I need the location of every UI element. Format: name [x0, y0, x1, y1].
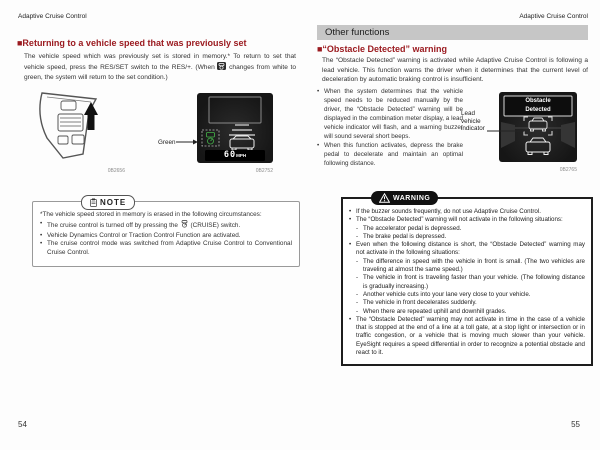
own-vehicle-icon	[526, 138, 550, 155]
warning-item	[349, 225, 585, 233]
warning-item-text: Even when the following distance is short, the “Obstacle Detected” warning may not activate in the following situations:	[356, 241, 585, 257]
speed-value: 60	[223, 150, 237, 160]
display-figure-caption: 0B2752	[255, 168, 273, 174]
warning-item-text: When there are repeated uphill and downhill grades.	[363, 307, 507, 315]
dash-marker: -	[356, 290, 359, 298]
clipboard-icon	[90, 198, 97, 207]
lead-vehicle-icon	[529, 118, 547, 131]
bullet-marker: •	[40, 219, 43, 227]
obstacle-detected-message	[504, 97, 572, 115]
warning-item	[349, 274, 585, 291]
note-bullet	[40, 240, 292, 258]
paragraph-text-after: changes from white to green, the system will return to the set condition.)	[24, 63, 296, 81]
warning-item-text: The “Obstacle Detected” warning may not activate in time in the case of a vehicle that is stopped at the end of a line at a toll gate, at a stop light or intersection or in traffic congestion, or a vehicle that is moving much slower than your vehicle. EyeSight requires a speed differential in order to recognize a potential obstacle and react to it.	[356, 315, 585, 357]
dash-marker: -	[356, 307, 359, 315]
switch-figure-caption: 0B2656	[107, 168, 125, 174]
note-intro: *The vehicle speed stored in memory is erased in the following circumstances:	[40, 211, 262, 218]
obstacle-message-line2: Detected	[525, 107, 551, 113]
up-arrow-icon	[84, 102, 98, 130]
meter-display-left	[197, 93, 273, 163]
green-callout-label: Green	[158, 139, 176, 146]
note-bullet-text-after: (CRUISE) switch.	[190, 221, 241, 229]
bullet-marker: •	[349, 208, 352, 215]
lane-shape-right	[561, 122, 575, 148]
dash-marker: -	[356, 232, 359, 240]
warning-item	[349, 316, 585, 357]
note-bullet	[40, 220, 292, 232]
cruise-switch-icon	[180, 220, 189, 232]
list-item-text: When this function activates, depress the brake pedal to decelerate and maintain an optimal following distance.	[324, 142, 463, 167]
warning-item-text: The vehicle in front decelerates suddenly.	[363, 299, 477, 307]
warning-item-text: The accelerator pedal is depressed.	[363, 224, 462, 232]
returning-paragraph	[24, 52, 296, 83]
running-header-right: Adaptive Cruise Control	[519, 13, 588, 20]
note-bullet-text: The cruise control mode was switched from Adaptive Cruise Control to Conventional Cruise Control.	[47, 240, 292, 257]
warning-item-text: The brake pedal is depressed.	[363, 232, 447, 240]
obstacle-message-line1: Obstacle	[525, 98, 551, 104]
obstacle-bullet-list	[317, 87, 463, 168]
section-bar-other-functions: Other functions	[317, 25, 588, 40]
bullet-marker: •	[40, 231, 43, 239]
list-item	[317, 141, 463, 168]
warning-item-text: The “Obstacle Detected” warning will not activate in the following situations:	[356, 216, 563, 224]
cruise-set-indicator-icon	[217, 62, 226, 74]
section-title-obstacle-warning: ■“Obstacle Detected” warning	[317, 44, 447, 54]
warning-item-text: If the buzzer sounds frequently, do not use Adaptive Cruise Control.	[356, 208, 541, 215]
warning-item	[349, 308, 585, 316]
note-bullet-text-before: The cruise control is turned off by pressing the	[47, 221, 178, 229]
note-badge	[81, 195, 135, 210]
dash-marker: -	[356, 257, 359, 265]
warning-title: WARNING	[393, 194, 431, 202]
warning-box	[341, 194, 593, 366]
warning-item	[349, 299, 585, 307]
note-bullet-text: Vehicle Dynamics Control or Traction Control Function are activated.	[47, 231, 241, 239]
warning-item	[349, 258, 585, 275]
note-box	[32, 198, 300, 267]
warning-item	[349, 233, 585, 241]
warning-item-text: Another vehicle cuts into your lane very close to your vehicle.	[363, 290, 531, 298]
warning-item	[349, 291, 585, 299]
page-number-left: 54	[18, 420, 27, 429]
warning-item-text: The difference in speed with the vehicle in front is small. (The two vehicles are traveling at almost the same speed.)	[363, 257, 585, 274]
section-title-returning: ■Returning to a vehicle speed that was previously set	[17, 38, 247, 48]
dash-marker: -	[356, 299, 359, 307]
lead-vehicle-callout-label: Lead vehicle indicator	[461, 110, 485, 132]
bullet-marker: •	[349, 315, 352, 323]
list-item-text: When the system determines that the vehicle speed needs to be reduced manually by the driver, the “Obstacle Detected” warning will be displayed in the combination meter display, a lead vehicle indicator will flash, and a warning buzzer will sound several short beeps.	[324, 88, 463, 140]
lead-car-icon	[230, 136, 254, 150]
note-bullet-text	[47, 220, 292, 232]
bullet-marker: •	[40, 240, 43, 248]
page-number-right: 55	[571, 420, 580, 429]
warning-item-text: The vehicle in front is traveling faster than your vehicle. (The following distance is gradually increasing.)	[363, 274, 585, 290]
following-distance-bars	[229, 125, 255, 135]
bullet-marker: •	[349, 216, 352, 224]
bullet-marker: •	[317, 88, 320, 95]
lead-vehicle-brackets	[524, 117, 552, 135]
steering-switch-figure	[32, 88, 136, 164]
note-bullet	[40, 232, 292, 241]
warning-content	[343, 199, 591, 357]
obstacle-paragraph: The “Obstacle Detected” warning is activated while Adaptive Cruise Control is following a lead vehicle. This function warns the driver when it determines that the current level of deceleration by automatic braking control is insufficient.	[322, 57, 588, 83]
green-callout-arrow-icon	[176, 138, 198, 146]
list-item	[317, 87, 463, 141]
lead-vehicle-callout-arrow-icon	[487, 127, 525, 135]
warning-item	[349, 216, 585, 224]
dash-marker: -	[356, 274, 359, 282]
warning-badge	[371, 191, 438, 205]
bullet-marker: •	[317, 142, 320, 149]
dash-marker: -	[356, 224, 359, 232]
warning-item	[349, 208, 585, 216]
note-content	[33, 202, 299, 258]
speed-readout	[205, 150, 265, 161]
bullet-marker: •	[349, 241, 352, 249]
paragraph-text-before: The vehicle speed which was previously set is stored in memory.* To return to set that vehicle speed, press the RES/SET switch to the RES/+. (When	[24, 53, 296, 71]
warning-item	[349, 241, 585, 258]
note-title: NOTE	[100, 198, 127, 207]
lane-shape-left	[501, 122, 515, 148]
right-figure-caption: 0B2765	[559, 167, 577, 173]
acc-indicator-icon	[207, 133, 215, 145]
speed-unit: MPH	[236, 153, 247, 158]
running-header-left: Adaptive Cruise Control	[18, 13, 87, 20]
warning-triangle-icon	[379, 193, 390, 203]
